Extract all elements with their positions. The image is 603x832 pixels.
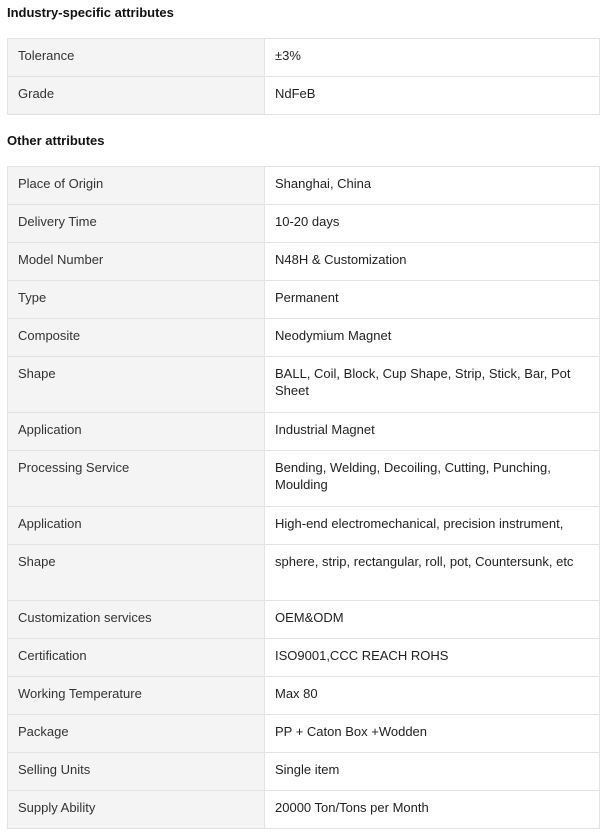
attribute-value: Shanghai, China [265,167,600,205]
attribute-value: Single item [265,753,600,791]
attribute-row [8,791,600,829]
attribute-row [8,677,600,715]
attribute-value: ±3% [265,39,600,77]
attribute-row [8,639,600,677]
attribute-value: ISO9001,CCC REACH ROHS [265,639,600,677]
industry-attributes-table [7,38,600,115]
attribute-row [8,243,600,281]
attribute-row [8,167,600,205]
attribute-key: Model Number [8,243,265,281]
attribute-row [8,205,600,243]
attribute-row [8,281,600,319]
attribute-key: Certification [8,639,265,677]
attribute-row [8,77,600,115]
attribute-value: Permanent [265,281,600,319]
attribute-value: 20000 Ton/Tons per Month [265,791,600,829]
attribute-key: Place of Origin [8,167,265,205]
attribute-key: Type [8,281,265,319]
attribute-key: Shape [8,545,265,601]
attribute-key: Delivery Time [8,205,265,243]
attribute-value: 10-20 days [265,205,600,243]
attribute-value: sphere, strip, rectangular, roll, pot, Countersunk, etc [265,545,600,601]
attribute-key: Working Temperature [8,677,265,715]
attribute-row [8,507,600,545]
attribute-value: Max 80 [265,677,600,715]
attribute-value: Neodymium Magnet [265,319,600,357]
attribute-value: NdFeB [265,77,600,115]
attribute-key: Tolerance [8,39,265,77]
other-attributes-table [7,166,600,829]
attribute-key: Customization services [8,601,265,639]
attribute-key: Shape [8,357,265,413]
attribute-key: Selling Units [8,753,265,791]
attribute-key: Grade [8,77,265,115]
attribute-row [8,753,600,791]
attribute-row [8,39,600,77]
attribute-value: PP + Caton Box +Wodden [265,715,600,753]
attribute-row [8,715,600,753]
attribute-key: Processing Service [8,451,265,507]
attribute-key: Composite [8,319,265,357]
other-attributes-heading: Other attributes [7,133,105,148]
attribute-value: Bending, Welding, Decoiling, Cutting, Punching, Moulding [265,451,600,507]
attribute-row [8,357,600,413]
attribute-key: Application [8,413,265,451]
attribute-value: BALL, Coil, Block, Cup Shape, Strip, Stick, Bar, Pot Sheet [265,357,600,413]
attribute-value: OEM&ODM [265,601,600,639]
attribute-row [8,319,600,357]
attribute-value: N48H & Customization [265,243,600,281]
attribute-key: Package [8,715,265,753]
attribute-row [8,451,600,507]
attribute-row [8,545,600,601]
attribute-key: Supply Ability [8,791,265,829]
attribute-key: Application [8,507,265,545]
attribute-row [8,413,600,451]
attribute-value: High-end electromechanical, precision instrument, [265,507,600,545]
attribute-value: Industrial Magnet [265,413,600,451]
attribute-row [8,601,600,639]
industry-attributes-heading: Industry-specific attributes [7,5,174,20]
